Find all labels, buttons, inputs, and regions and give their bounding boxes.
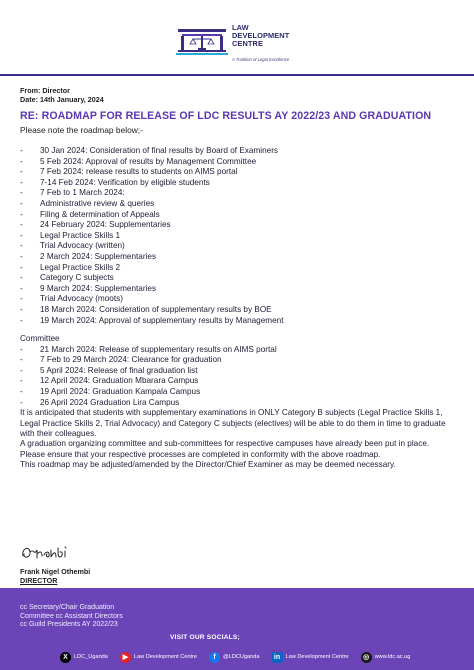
letterhead [0,0,474,80]
list-item-text: Category C subjects [40,273,114,283]
list-item [20,305,460,316]
social-link-facebook[interactable]: f @LDCUganda [209,652,259,663]
list-item [20,210,460,221]
list-item-text: 18 March 2024: Consideration of supplementary results by BOE [40,304,272,314]
list-bullet: - [20,241,23,251]
list-item [20,294,460,305]
logo-tagline: A Tradition of Legal Excellence [232,57,290,62]
memo-date: Date: 14th January, 2024 [20,95,104,104]
list-item-text: 5 Feb 2024: Approval of results by Management Committee [40,156,257,166]
list-item-text: Filing & determination of Appeals [40,209,160,219]
list-bullet: - [20,365,23,375]
list-bullet: - [20,294,23,304]
list-bullet: - [20,188,23,198]
list-item-text: 30 Jan 2024: Consideration of final results by Board of Examiners [40,146,279,155]
logo-wordmark: LAW DEVELOPMENT CENTRE [232,23,290,49]
list-bullet: - [20,167,23,177]
list-item-text: 7 Feb 2024: release results to students on AIMS portal [40,167,238,177]
cc-line: cc Guild Presidents AY 2022/23 [20,621,118,629]
list-item [20,316,460,327]
list-item-text: 2 March 2024: Supplementaries [40,251,157,261]
social-link-linkedin[interactable]: in Law Development Centre [272,652,349,663]
list-item [20,376,460,387]
list-item [20,366,460,377]
list-bullet: - [20,146,23,155]
list-item-text: Administrative review & queries [40,198,155,208]
list-item-text: 7-14 Feb 2024: Verification by eligible students [40,177,210,187]
list-item-text: 21 March 2024: Release of supplementary results on AIMS portal [40,344,277,354]
list-item-text: Legal Practice Skills 2 [40,262,121,272]
facebook-icon: f [209,652,220,663]
list-item-text: Trial Advocacy (moots) [40,294,123,304]
list-item [20,241,460,252]
list-item [20,146,460,157]
memo-body [20,86,460,471]
list-item-text: 24 February 2024: Supplementaries [40,220,171,230]
list-bullet: - [20,283,23,293]
social-link-x[interactable]: X LDC_Uganda [60,652,108,663]
list-item-text: 9 March 2024: Supplementaries [40,283,157,293]
memo-paragraph: A graduation organizing committee and sub-committees for respective campuses have already been put in place. [20,439,430,449]
list-bullet: - [20,230,23,240]
list-item [20,355,460,366]
x-icon: X [60,652,71,663]
list-bullet: - [20,209,23,219]
signer-role: DIRECTOR [20,576,58,585]
list-item [20,199,460,210]
graduation-list [20,345,460,409]
list-bullet: - [20,344,23,354]
list-item [20,188,460,199]
list-item [20,273,460,284]
memo-paragraph: Please ensure that your respective processes are completed in conformity with the above roadmap. [20,449,381,459]
list-item [20,231,460,242]
list-bullet: - [20,220,23,230]
list-item-text: 26 April 2024 Graduation Lira Campus [40,397,180,407]
signature-block [20,544,220,585]
list-item [20,167,460,178]
memo-paragraph: It is anticipated that students with supplementary examinations in ONLY Category B subjects (Legal Practice Skills 1, Legal Practice Skills 2, Trial Advocacy) and Category C subjects (electives) will be able to do them in time to graduate with their colleagues. [20,408,446,439]
list-item-text: 12 April 2024: Graduation Mbarara Campus [40,376,199,386]
list-bullet: - [20,376,23,386]
list-item [20,345,460,356]
signer-name: Frank Nigel Othembi [20,567,91,576]
list-bullet: - [20,397,23,407]
committee-label: Committee [20,334,60,344]
youtube-icon: ▶ [120,652,131,663]
linkedin-icon: in [272,652,283,663]
social-link-website[interactable]: ◎ www.ldc.ac.ug [361,652,411,663]
list-item-text: 7 Feb to 1 March 2024: [40,188,125,198]
memo-intro: Please note the roadmap below;- [20,125,143,135]
list-item [20,387,460,398]
list-bullet: - [20,304,23,314]
handwritten-signature [20,544,74,562]
list-item [20,157,460,168]
list-bullet: - [20,262,23,272]
web-icon: ◎ [361,652,372,663]
list-item-text: 5 April 2024: Release of final graduation list [40,365,198,375]
list-item [20,284,460,295]
social-link-youtube[interactable]: ▶ Law Development Centre [120,652,197,663]
header-rule [0,74,474,76]
socials-title: VISIT OUR SOCIALS; [170,634,240,641]
memo-paragraphs [20,408,460,470]
list-item-text: 7 Feb to 29 March 2024: Clearance for graduation [40,355,222,365]
roadmap-list [20,146,460,326]
cc-line: cc Secretary/Chair Graduation [20,604,115,611]
list-bullet: - [20,315,23,325]
list-item [20,178,460,189]
list-item-text: Trial Advocacy (written) [40,241,125,251]
memo-paragraph: This roadmap may be adjusted/amended by the Director/Chief Examiner as may be deemed necessary. [20,460,396,470]
cc-line: Committee cc Assistant Directors [20,612,123,620]
list-bullet: - [20,177,23,187]
memo-from: From: Director [20,86,70,95]
list-bullet: - [20,251,23,261]
list-item-text: 19 March 2024: Approval of supplementary results by Management [40,315,284,325]
scales-of-justice-logo-icon [176,26,228,56]
list-item-text: Legal Practice Skills 1 [40,230,121,240]
list-item [20,263,460,274]
list-bullet: - [20,273,23,283]
list-item [20,252,460,263]
social-links [60,650,422,664]
list-item [20,220,460,231]
list-item-text: 19 April 2024: Graduation Kampala Campus [40,387,201,397]
list-item [20,398,460,409]
cc-list [20,604,220,630]
list-bullet: - [20,387,23,397]
list-bullet: - [20,355,23,365]
list-bullet: - [20,156,23,166]
memo-title: RE: ROADMAP FOR RELEASE OF LDC RESULTS AY 2022/23 AND GRADUATION [20,110,432,122]
list-bullet: - [20,198,23,208]
